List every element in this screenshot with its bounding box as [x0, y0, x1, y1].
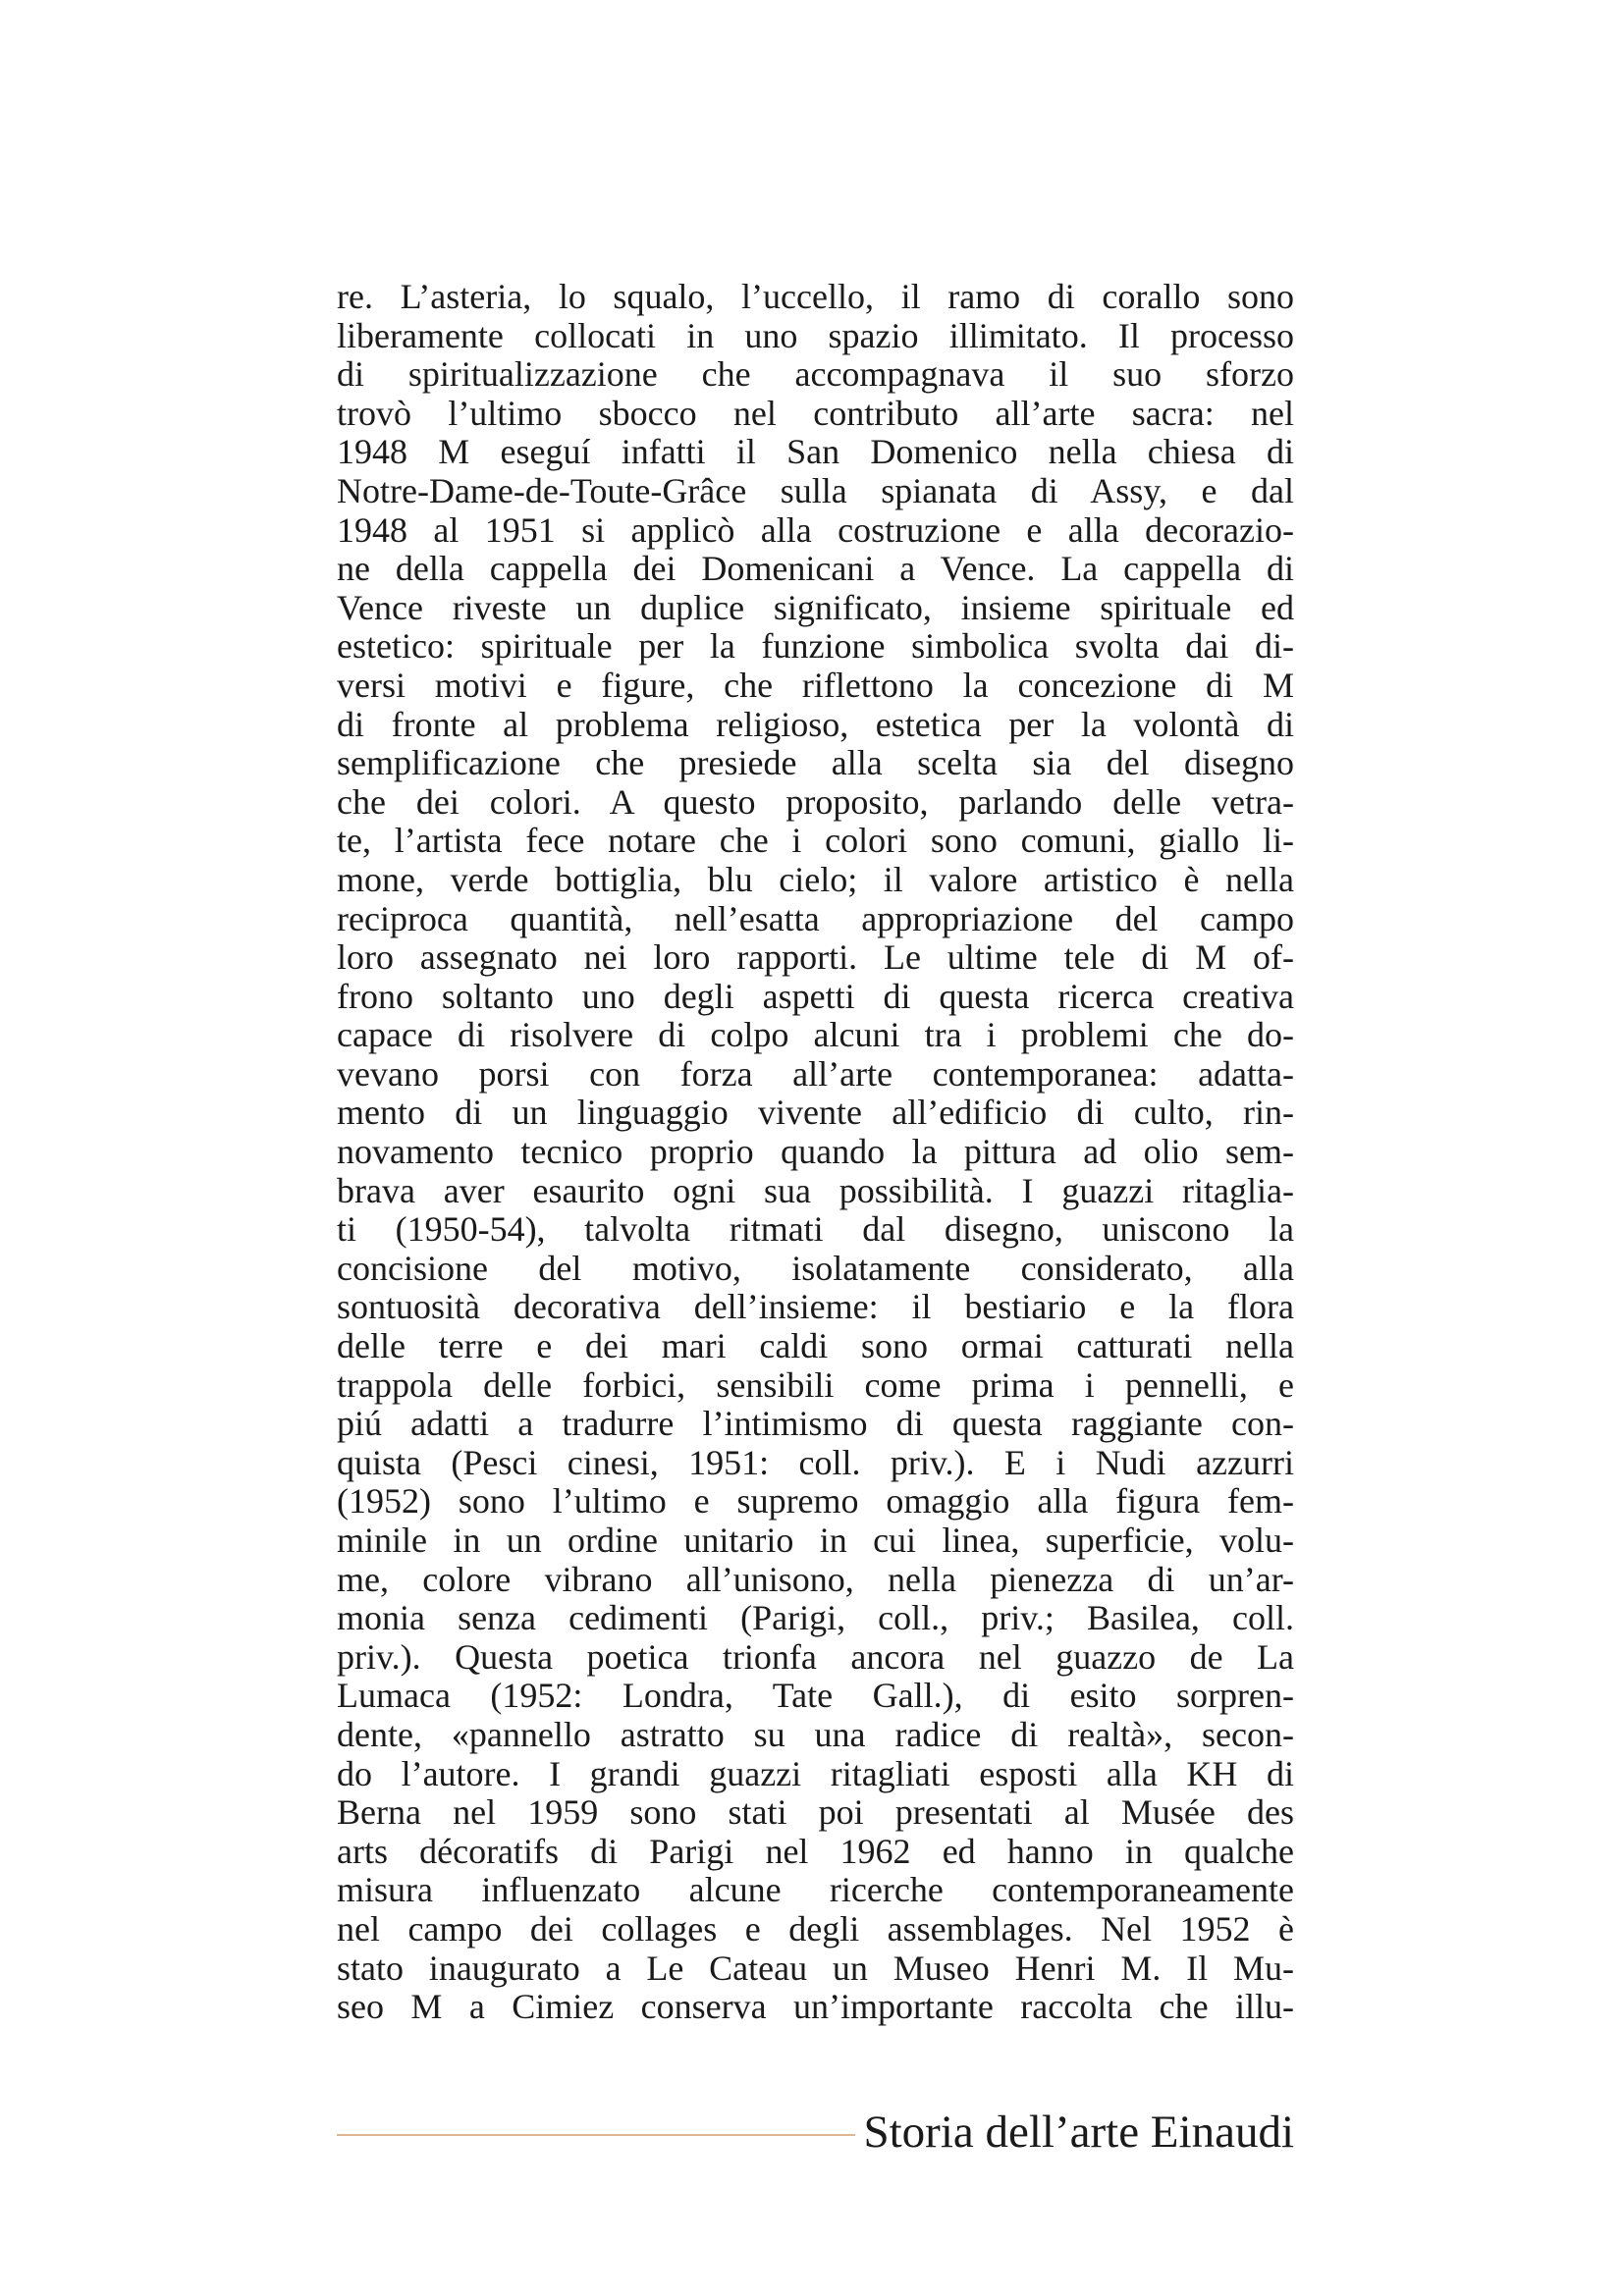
- text-line: trappola delle forbici, sensibili come prima i pennelli, e: [337, 1364, 1294, 1405]
- text-line: (1952) sono l’ultimo e supremo omaggio alla figura fem-: [337, 1481, 1294, 1522]
- text-line: quista (Pesci cinesi, 1951: coll. priv.). E i Nudi azzurri: [337, 1442, 1294, 1482]
- text-line: estetico: spirituale per la funzione simbolica svolta dai di-: [337, 626, 1294, 667]
- page-body: [337, 278, 1294, 2027]
- text-line: Notre-Dame-de-Toute-Grâce sulla spianata di Assy, e dal: [337, 470, 1294, 510]
- text-line: arts décoratifs di Parigi nel 1962 ed hanno in qualche: [337, 1831, 1294, 1871]
- text-line: Berna nel 1959 sono stati poi presentati al Musée des: [337, 1792, 1294, 1833]
- text-line: loro assegnato nei loro rapporti. Le ultime tele di M of-: [337, 937, 1294, 978]
- text-line: priv.). Questa poetica trionfa ancora nel guazzo de La: [337, 1636, 1294, 1677]
- text-line: re. L’asteria, lo squalo, l’uccello, il ramo di corallo sono: [337, 277, 1294, 316]
- footer-title: Storia dell’arte Einaudi: [863, 2107, 1294, 2158]
- text-line: minile in un ordine unitario in cui linea, superficie, volu-: [337, 1521, 1294, 1560]
- text-line: dente, «pannello astratto su una radice di realtà», secon-: [337, 1714, 1294, 1754]
- text-line: delle terre e dei mari caldi sono ormai catturati nella: [337, 1326, 1294, 1366]
- page-footer: [337, 2108, 1294, 2157]
- text-line: Vence riveste un duplice significato, insieme spirituale ed: [337, 587, 1294, 627]
- text-line: mento di un linguaggio vivente all’edificio di culto, rin-: [337, 1093, 1294, 1133]
- text-line: brava aver esaurito ogni sua possibilità. I guazzi ritaglia-: [337, 1170, 1294, 1210]
- text-line: reciproca quantità, nell’esatta appropriazione del campo: [337, 898, 1294, 938]
- text-line: novamento tecnico proprio quando la pittura ad olio sem-: [337, 1132, 1294, 1172]
- text-line: trovò l’ultimo sbocco nel contributo all’arte sacra: nel: [337, 393, 1294, 433]
- text-line: semplificazione che presiede alla scelta sia del disegno: [337, 743, 1294, 783]
- text-line: che dei colori. A questo proposito, parlando delle vetra-: [337, 781, 1294, 822]
- text-line: misura influenzato alcune ricerche contemporaneamente: [337, 1870, 1294, 1910]
- text-line: me, colore vibrano all’unisono, nella pienezza di un’ar-: [337, 1559, 1294, 1599]
- text-line: liberamente collocati in uno spazio illimitato. Il processo: [337, 315, 1294, 355]
- text-line: monia senza cedimenti (Parigi, coll., priv.; Basilea, coll.: [337, 1598, 1294, 1638]
- text-line: piú adatti a tradurre l’intimismo di questa raggiante con-: [337, 1404, 1294, 1444]
- text-line: versi motivi e figure, che riflettono la concezione di M: [337, 665, 1294, 705]
- text-line: ne della cappella dei Domenicani a Vence. La cappella di: [337, 549, 1294, 589]
- text-line: do l’autore. I grandi guazzi ritagliati esposti alla KH di: [337, 1753, 1294, 1793]
- text-line: ti (1950-54), talvolta ritmati dal disegno, uniscono la: [337, 1209, 1294, 1250]
- text-line: frono soltanto uno degli aspetti di questa ricerca creativa: [337, 976, 1294, 1016]
- text-line: mone, verde bottiglia, blu cielo; il valore artistico è nella: [337, 859, 1294, 899]
- text-line: concisione del motivo, isolatamente considerato, alla: [337, 1248, 1294, 1288]
- text-line: vevano porsi con forza all’arte contemporanea: adatta-: [337, 1053, 1294, 1094]
- text-line: 1948 al 1951 si applicò alla costruzione e alla decorazio-: [337, 509, 1294, 550]
- text-line: stato inaugurato a Le Cateau un Museo Henri M. Il Mu-: [337, 1948, 1294, 1988]
- footer-rule: [337, 2134, 855, 2136]
- text-line: di spiritualizzazione che accompagnava il suo sforzo: [337, 354, 1294, 395]
- text-line: sontuosità decorativa dell’insieme: il bestiario e la flora: [337, 1287, 1294, 1327]
- text-line: Lumaca (1952: Londra, Tate Gall.), di esito sorpren-: [337, 1676, 1294, 1716]
- text-line: te, l’artista fece notare che i colori sono comuni, giallo li-: [337, 821, 1294, 861]
- text-line: di fronte al problema religioso, estetica per la volontà di: [337, 704, 1294, 744]
- text-line: nel campo dei collages e degli assemblages. Nel 1952 è: [337, 1908, 1294, 1949]
- text-line: 1948 M eseguí infatti il San Domenico nella chiesa di: [337, 432, 1294, 472]
- text-line: seo M a Cimiez conserva un’importante raccolta che illu-: [337, 1987, 1294, 2027]
- text-line: capace di risolvere di colpo alcuni tra i problemi che do-: [337, 1015, 1294, 1055]
